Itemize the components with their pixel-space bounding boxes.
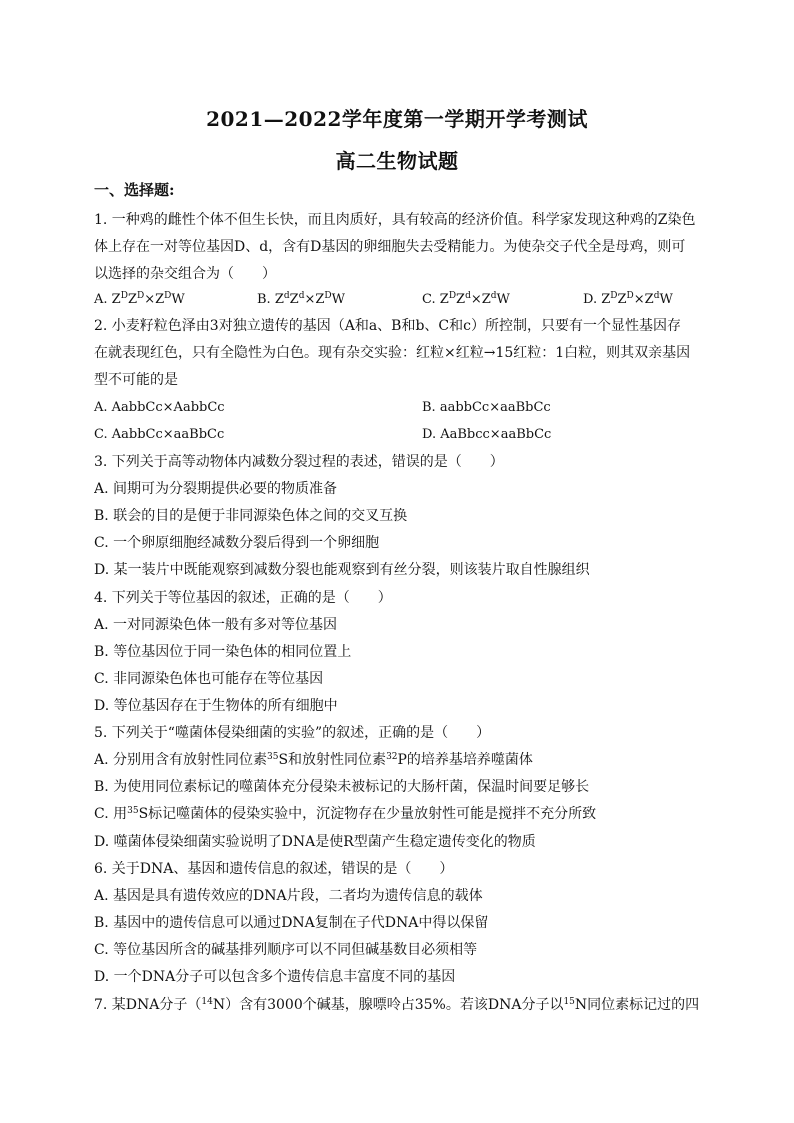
q3-option-c[interactable]: C. 一个卵原细胞经减数分裂后得到一个卵细胞 — [94, 535, 380, 551]
q6-option-b[interactable]: B. 基因中的遗传信息可以通过DNA复制在子代DNA中得以保留 — [94, 915, 489, 931]
section-heading: 一、选择题: — [94, 181, 175, 199]
q4-option-a[interactable]: A. 一对同源染色体一般有多对等位基因 — [94, 617, 338, 633]
q2-option-d[interactable]: D. AaBbcc×aaBbCc — [422, 427, 552, 442]
q3-stem: 3. 下列关于高等动物体内减数分裂过程的表述，错误的是（ ） — [94, 454, 504, 470]
q7-stem: 7. 某DNA分子（$^{14}$N）含有3000个碱基，腺嘌呤占35%。若该DNA分子以$^{15}$N同位素标记过的四 — [94, 997, 700, 1013]
q5-option-c[interactable]: C. 用$^{35}$S标记噬菌体的侵染实验中，沉淀物存在少量放射性可能是搅拌不充分所致 — [94, 806, 597, 822]
q2-line-3: 型不可能的是 — [94, 372, 178, 388]
q2-line-2: 在就表现红色，只有全隐性为白色。现有杂交实验：红粒×红粒→15红粒：1白粒，则其双亲基因 — [94, 345, 691, 361]
q6-option-a[interactable]: A. 基因是具有遗传效应的DNA片段，二者均为遗传信息的载体 — [94, 888, 483, 904]
q1-line-1: 1. 一种鸡的雌性个体不但生长快，而且肉质好，具有较高的经济价值。科学家发现这种鸡的Z染色 — [94, 212, 696, 228]
q5-option-a[interactable]: A. 分别用含有放射性同位素$^{35}$S和放射性同位素$^{32}$P的培养基培养噬菌体 — [94, 752, 533, 768]
q3-option-d[interactable]: D. 某一装片中既能观察到减数分裂也能观察到有丝分裂，则该装片取自性腺组织 — [94, 562, 590, 578]
q4-option-d[interactable]: D. 等位基因存在于生物体的所有细胞中 — [94, 698, 338, 714]
q5-option-b[interactable]: B. 为使用同位素标记的噬菌体充分侵染未被标记的大肠杆菌，保温时间要足够长 — [94, 779, 590, 795]
exam-title: 2021—2022学年度第一学期开学考测试 — [206, 107, 588, 131]
q2-option-b[interactable]: B. aabbCc×aaBbCc — [422, 400, 551, 415]
q1-option-a[interactable]: A. $Z^DZ^D\times Z^DW$ — [94, 291, 185, 307]
q3-option-b[interactable]: B. 联会的目的是便于非同源染色体之间的交叉互换 — [94, 508, 408, 524]
q5-option-d[interactable]: D. 噬菌体侵染细菌实验说明了DNA是使R型菌产生稳定遗传变化的物质 — [94, 834, 536, 850]
q1-option-c[interactable]: C. $Z^DZ^d\times Z^dW$ — [422, 291, 510, 307]
q4-option-c[interactable]: C. 非同源染色体也可能存在等位基因 — [94, 671, 324, 687]
q2-line-1: 2. 小麦籽粒色泽由3对独立遗传的基因（A和a、B和b、C和c）所控制，只要有一个显性基因存 — [94, 318, 681, 334]
q4-stem: 4. 下列关于等位基因的叙述，正确的是（ ） — [94, 590, 392, 606]
q1-option-d[interactable]: D. $Z^DZ^D\times Z^dW$ — [583, 291, 673, 307]
q1-line-2: 体上存在一对等位基因D、d，含有D基因的卵细胞失去受精能力。为使杂交子代全是母鸡，则可 — [94, 239, 686, 255]
q5-stem: 5. 下列关于“噬菌体侵染细菌的实验”的叙述，正确的是（ ） — [94, 725, 491, 741]
q6-stem: 6. 关于DNA、基因和遗传信息的叙述，错误的是（ ） — [94, 861, 454, 877]
q6-option-d[interactable]: D. 一个DNA分子可以包含多个遗传信息丰富度不同的基因 — [94, 969, 456, 985]
exam-subtitle: 高二生物试题 — [335, 149, 459, 173]
q2-option-c[interactable]: C. AabbCc×aaBbCc — [94, 427, 225, 442]
q6-option-c[interactable]: C. 等位基因所含的碱基排列顺序可以不同但碱基数目必须相等 — [94, 942, 478, 958]
q4-option-b[interactable]: B. 等位基因位于同一染色体的相同位置上 — [94, 644, 352, 660]
q3-option-a[interactable]: A. 间期可为分裂期提供必要的物质准备 — [94, 481, 338, 497]
q2-option-a[interactable]: A. AabbCc×AabbCc — [94, 400, 225, 415]
q1-option-b[interactable]: B. $Z^dZ^d\times Z^DW$ — [257, 291, 345, 307]
q1-line-3: 以选择的杂交组合为（ ） — [94, 266, 276, 282]
